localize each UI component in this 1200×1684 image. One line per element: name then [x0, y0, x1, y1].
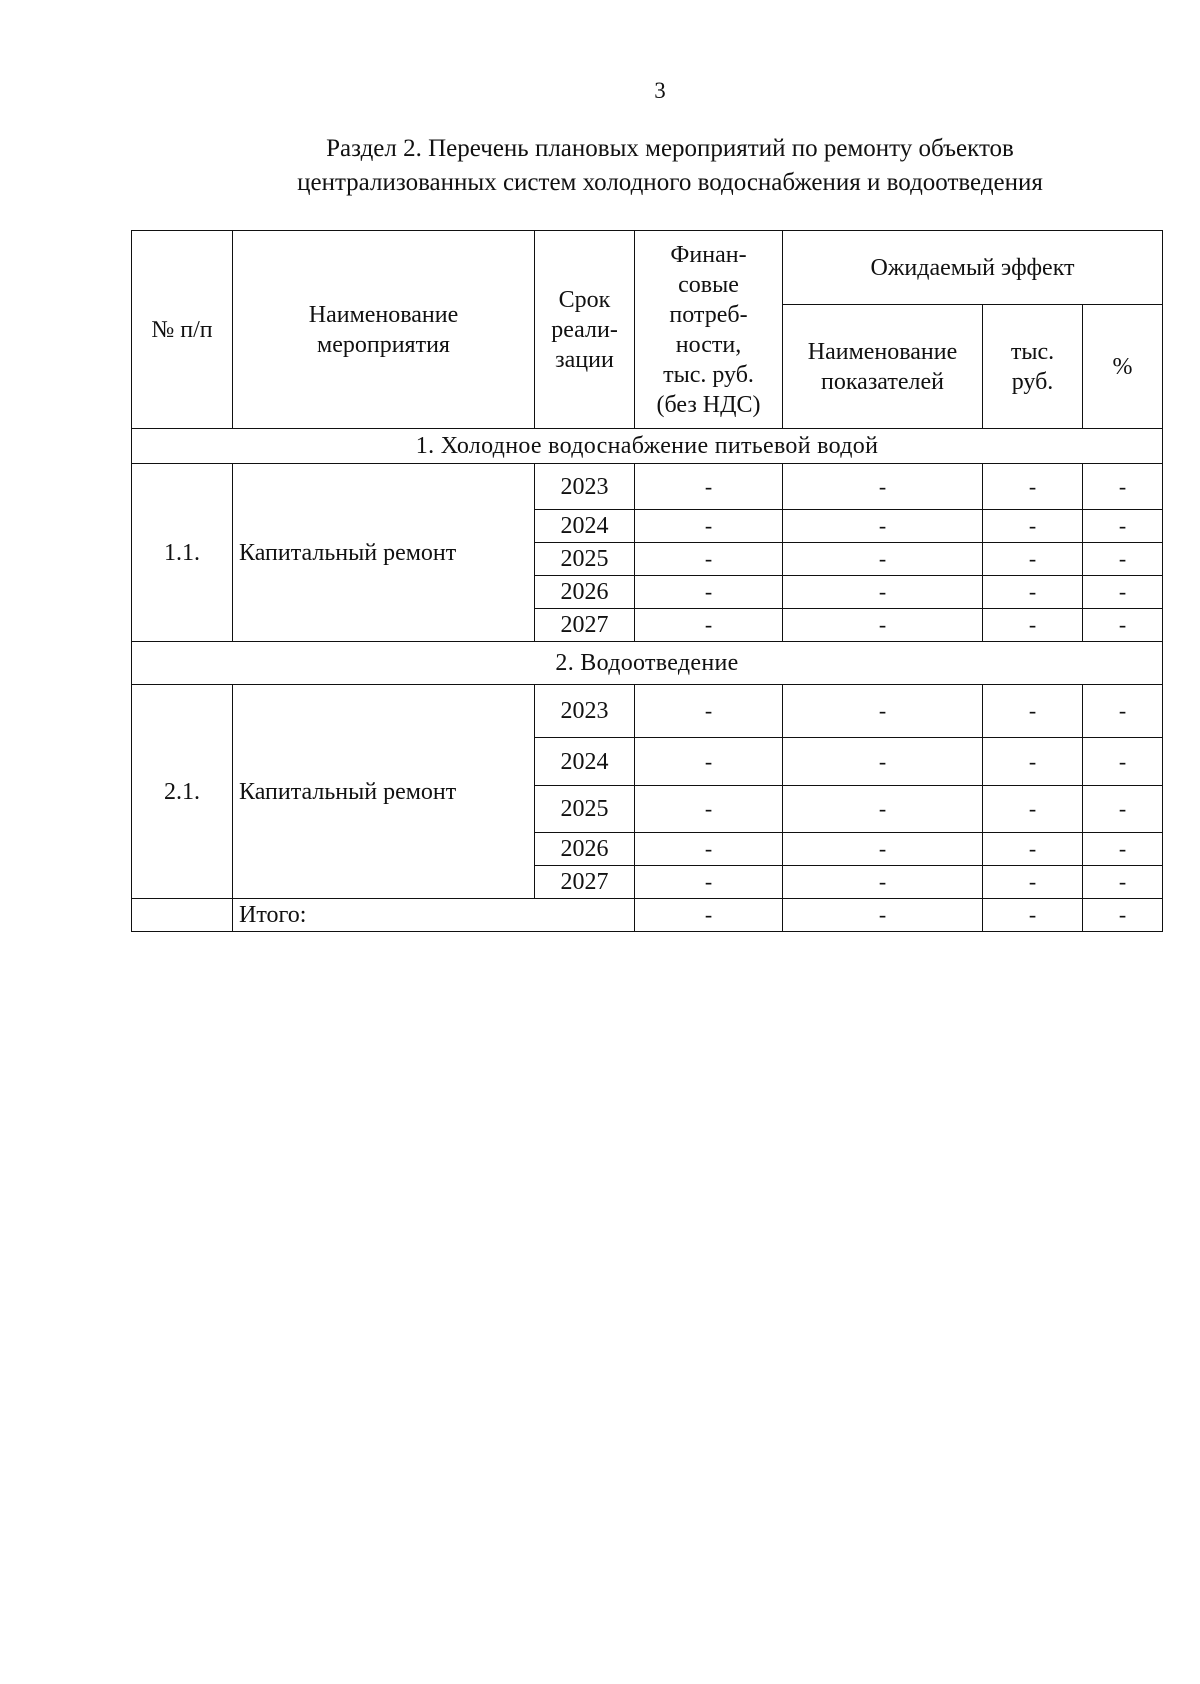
section-title [180, 132, 1160, 200]
row-number: 2.1. [132, 685, 233, 899]
thousand-cell: - [983, 576, 1083, 609]
thousand-cell: - [983, 866, 1083, 899]
year-cell: 2025 [535, 543, 635, 576]
indicators-cell: - [783, 576, 983, 609]
year-cell: 2024 [535, 510, 635, 543]
percent-cell: - [1083, 738, 1163, 786]
finance-cell: - [635, 833, 783, 866]
indicators-cell: - [783, 738, 983, 786]
table-row [132, 685, 1163, 738]
year-cell: 2027 [535, 866, 635, 899]
finance-cell: - [635, 510, 783, 543]
total-empty-cell [132, 899, 233, 932]
thousand-cell: - [983, 738, 1083, 786]
thousand-cell: - [983, 510, 1083, 543]
finance-cell: - [635, 738, 783, 786]
thousand-cell: - [983, 833, 1083, 866]
header-percent: % [1083, 305, 1163, 429]
finance-cell: - [635, 543, 783, 576]
page-number: 3 [654, 78, 666, 103]
event-name: Капитальный ремонт [233, 464, 535, 642]
finance-cell: - [635, 609, 783, 642]
indicators-cell: - [783, 609, 983, 642]
header-finance: Финан- совые потреб- ности, тыс. руб. (без НДС) [635, 231, 783, 429]
thousand-cell: - [983, 543, 1083, 576]
year-cell: 2025 [535, 786, 635, 833]
percent-cell: - [1083, 786, 1163, 833]
year-cell: 2026 [535, 833, 635, 866]
year-cell: 2023 [535, 685, 635, 738]
section-2-title: 2. Водоотведение [132, 642, 1163, 685]
section-1-title: 1. Холодное водоснабжение питьевой водой [132, 429, 1163, 464]
finance-cell: - [635, 786, 783, 833]
total-row [132, 899, 1163, 932]
header-name: Наименование мероприятия [233, 231, 535, 429]
finance-cell: - [635, 576, 783, 609]
percent-cell: - [1083, 609, 1163, 642]
indicators-cell: - [783, 833, 983, 866]
percent-cell: - [1083, 866, 1163, 899]
indicators-cell: - [783, 543, 983, 576]
percent-cell: - [1083, 543, 1163, 576]
total-indicators-cell: - [783, 899, 983, 932]
title-line-1: Раздел 2. Перечень плановых мероприятий по ремонту объектов [326, 135, 1014, 162]
percent-cell: - [1083, 464, 1163, 510]
header-term: Срок реали- зации [535, 231, 635, 429]
thousand-cell: - [983, 786, 1083, 833]
total-percent-cell: - [1083, 899, 1163, 932]
percent-cell: - [1083, 833, 1163, 866]
table-row [132, 464, 1163, 510]
finance-cell: - [635, 464, 783, 510]
title-line-2: централизованных систем холодного водоснабжения и водоотведения [297, 169, 1043, 196]
indicators-cell: - [783, 685, 983, 738]
finance-cell: - [635, 866, 783, 899]
row-number: 1.1. [132, 464, 233, 642]
thousand-cell: - [983, 609, 1083, 642]
thousand-cell: - [983, 464, 1083, 510]
finance-cell: - [635, 685, 783, 738]
year-cell: 2023 [535, 464, 635, 510]
percent-cell: - [1083, 685, 1163, 738]
year-cell: 2027 [535, 609, 635, 642]
plan-table [131, 230, 1163, 932]
percent-cell: - [1083, 576, 1163, 609]
indicators-cell: - [783, 786, 983, 833]
year-cell: 2026 [535, 576, 635, 609]
total-label: Итого: [233, 899, 635, 932]
total-finance-cell: - [635, 899, 783, 932]
header-expected-effect: Ожидаемый эффект [783, 231, 1163, 305]
year-cell: 2024 [535, 738, 635, 786]
header-number: № п/п [132, 231, 233, 429]
event-name: Капитальный ремонт [233, 685, 535, 899]
indicators-cell: - [783, 866, 983, 899]
indicators-cell: - [783, 510, 983, 543]
total-thousand-cell: - [983, 899, 1083, 932]
percent-cell: - [1083, 510, 1163, 543]
header-indicators: Наименование показателей [783, 305, 983, 429]
indicators-cell: - [783, 464, 983, 510]
header-thousand-rub: тыс. руб. [983, 305, 1083, 429]
thousand-cell: - [983, 685, 1083, 738]
